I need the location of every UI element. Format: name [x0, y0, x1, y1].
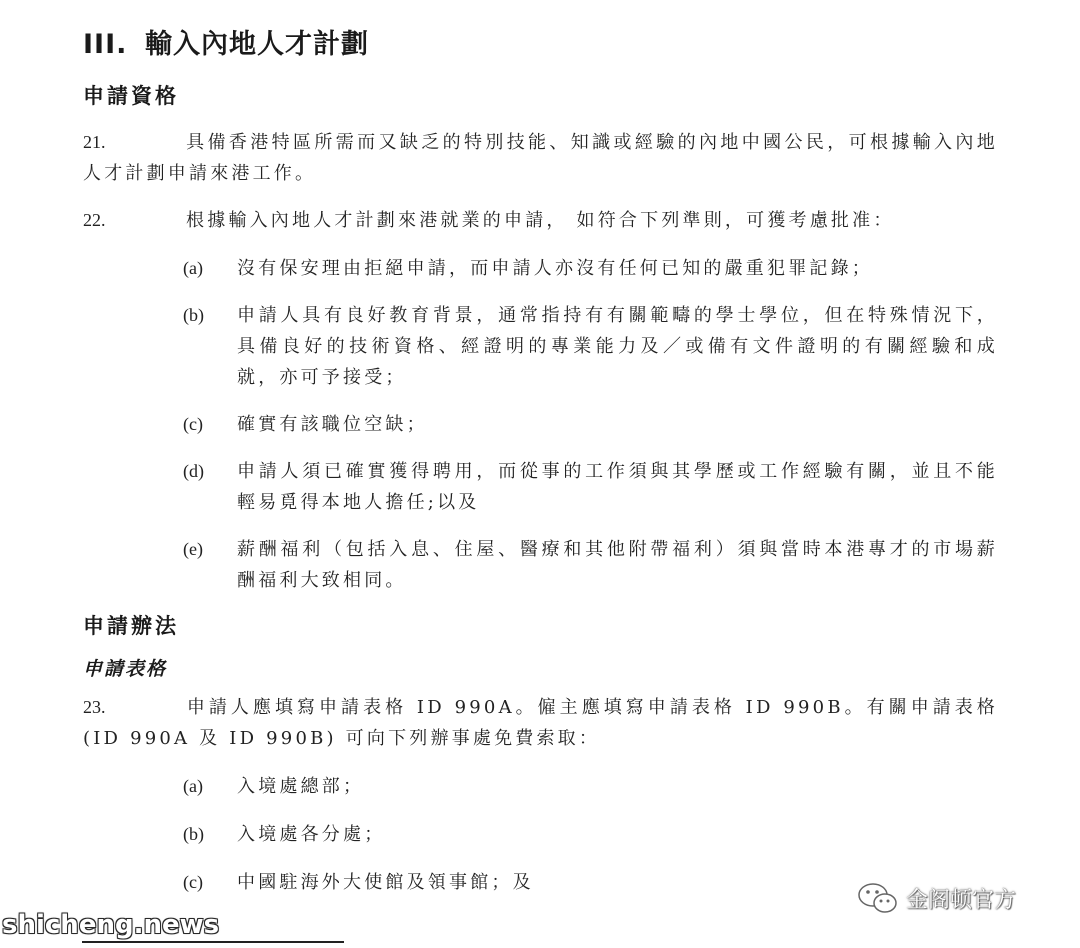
- item-label: (d): [183, 461, 204, 481]
- criterion-item: [183, 456, 998, 518]
- paragraph-22: [83, 205, 998, 236]
- section-title: [83, 22, 369, 61]
- item-label: (b): [183, 305, 204, 325]
- item-text: 入境處總部；: [237, 776, 365, 797]
- watermark-text: 金阁顿官方: [906, 887, 1017, 913]
- paragraph-number: 22.: [83, 210, 106, 230]
- office-item: [183, 819, 998, 850]
- item-text: 中國駐海外大使館及領事館；及: [237, 872, 534, 893]
- item-text: 薪酬福利（包括入息、住屋、醫療和其他附帶福利）須與當時本港專才的市場薪酬福利大致相同。: [237, 539, 998, 591]
- criterion-item: [183, 409, 998, 440]
- item-text: 申請人具有良好教育背景，通常指持有有關範疇的學士學位，但在特殊情況下，具備良好的技術資格、經證明的專業能力及／或備有文件證明的有關經驗和成就，亦可予接受；: [237, 305, 998, 388]
- paragraph-text: 申請人應填寫申請表格 ID 990A。僱主應填寫申請表格 ID 990B。有關申請表格 (ID 990A 及 ID 990B) 可向下列辦事處免費索取：: [83, 697, 998, 749]
- item-label: (c): [183, 872, 203, 892]
- section-number: III.: [83, 29, 128, 60]
- application-form-subheading: 申請表格: [83, 658, 168, 680]
- wechat-icon: [856, 880, 900, 916]
- item-label: (c): [183, 414, 203, 434]
- paragraph-text: 根據輸入內地人才計劃來港就業的申請， 如符合下列準則，可獲考慮批准：: [186, 210, 895, 231]
- footer-rule: [82, 941, 344, 943]
- item-label: (a): [183, 258, 203, 278]
- section-title-text: 輸入內地人才計劃: [145, 29, 369, 60]
- paragraph-number: 21.: [83, 132, 106, 152]
- criterion-item: [183, 253, 998, 284]
- item-text: 入境處各分處；: [237, 824, 386, 845]
- eligibility-heading: 申請資格: [83, 84, 179, 108]
- item-text: 申請人須已確實獲得聘用，而從事的工作須與其學歷或工作經驗有關，並且不能輕易覓得本地人擔任;以及: [237, 461, 998, 513]
- paragraph-23: [83, 692, 998, 754]
- wechat-watermark: [856, 880, 1016, 916]
- criterion-item: [183, 534, 998, 596]
- procedure-heading: 申請辦法: [83, 614, 179, 638]
- paragraph-number: 23.: [83, 697, 106, 717]
- paragraph-21: [83, 127, 998, 189]
- item-text: 確實有該職位空缺；: [237, 414, 428, 435]
- office-item: [183, 771, 998, 802]
- item-label: (e): [183, 539, 203, 559]
- paragraph-text: 具備香港特區所需而又缺乏的特別技能、知識或經驗的內地中國公民，可根據輸入內地人才計劃申請來港工作。: [83, 132, 998, 184]
- item-label: (a): [183, 776, 203, 796]
- criterion-item: [183, 300, 998, 393]
- site-watermark: shicheng.news: [2, 910, 220, 940]
- item-label: (b): [183, 824, 204, 844]
- item-text: 沒有保安理由拒絕申請，而申請人亦沒有任何已知的嚴重犯罪記錄；: [237, 258, 873, 279]
